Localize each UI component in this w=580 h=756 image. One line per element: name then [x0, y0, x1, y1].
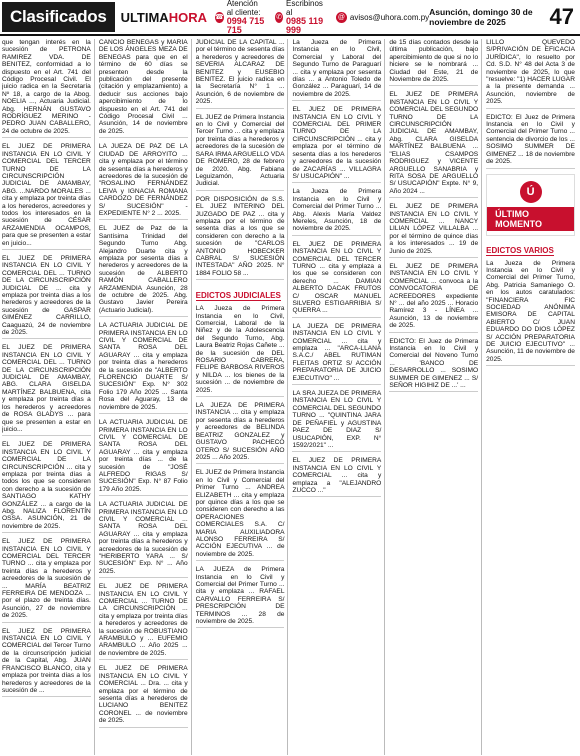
legal-notice: LA ACTUARIA JUDICIAL DE PRIMERA INSTANCIA EN LO CIVIL Y COMERCIAL DE SANTA ROSA DEL AGUARAY ... cita y emplaza por treinta días a herederos de la sucesión de "ALBERTO FLORENCIO DUARTE S/ SUCESIÓN" Exp. N° 302 Folio 179 Año 2025 ... Santa Rosa del Aguaray, 13 de noviembre de 2025. [99, 322, 188, 414]
whatsapp-contact [275, 0, 326, 35]
column-2 [99, 39, 192, 755]
customer-service-label: Atención al cliente: [226, 0, 261, 17]
legal-notice: EL JUEZ DE PRIMERA INSTANCIA EN LO CIVIL Y COMERCIAL ... Dra. ... cita y emplaza por el término de sesenta días a herederos de LUCIANO BENITEZ CORONEL ... de noviembre de 2025. [99, 665, 188, 727]
legal-notice: EL JUEZ de Primera Instancia en lo Civil y Comercial del Tercer Turno ... cita y emplaza por treinta días a herederos y acreedores de la sucesión de SARA IRMA ARGUELLO VDA DE ROMERO, 28 de febrero de 2020. Abg. Fabiana Leguizamón, Actuaria Judicial. [196, 114, 285, 191]
legal-notice: LA ACTUARIA JUDICIAL DE PRIMERA INSTANCIA EN LO CIVIL Y COMERCIAL DE SANTA ROSA DEL AGUARAY ... cita y emplaza por treinta días ... de la sucesión de "JOSÉ ALFREDO RIGAS S/ SUCESIÓN" Exp. N° 87 Folio 179 Año 2025. [99, 419, 188, 496]
logo-part-a: ULTIMA [120, 9, 169, 25]
legal-notice: LA Jueza de Primera Instancia en lo Civil, Comercial, Laboral de la Niñez y de la Adolescencia del Segundo Turno, Abg. Laura Beatriz Rojas Cañete ... de la sucesión de DEL ROSARIO CABRERA, FELIPE BARBOSA RIVEROS y NILDA ... los bienes de la sucesión ... de noviembre de 2025. [196, 305, 285, 397]
ultimo-momento-label: ÚLTIMO MOMENTO [487, 207, 574, 231]
legal-notice: LA JUEZA de Primera Instancia en lo Civil y Comercial del Primer Turno ... cita y emplaza ... RAFAEL CARVALLO FERREIRA S/ PRESCRIPCIÓN DE TERMINOS ... 28 de noviembre de 2025. [196, 566, 285, 628]
legal-notice: LA JUEZA DE PAZ DE LA CIUDAD DE ARROYITO ... cita y emplaza por el término de sesenta días a herederos y acreedores de la sucesión de "ROSALINO FERNÁNDEZ LEIVA y IGNACIA ROMANA CARDOZO DE FERNÁNDEZ S/ SUCESIÓN" - EXPEDIENTE N° 2 ... 2025. [99, 143, 188, 220]
legal-notice: de 15 días contados desde la última publicación, bajo apercibimiento de que si no lo hiciere se le nombrará ... Ciudad del Este, 21 de Noviembre de 2025. [389, 39, 478, 86]
legal-notice: EL JUEZ DE PRIMERA INSTANCIA EN LO CIVIL Y COMERCIAL DEL SEGUNDO TURNO DE LA CIRCUNSCRIPCIÓN JUDICIAL DE AMAMBAY, Abg. CLARA GISELDA MARTÍNEZ BALBUENA ... "ELIAS CSAMPOS RODRIGUEZ y VICENTE ARGUELLO SANABRIA y RITA SOSA DE ARGUELLO S/ USUCAPIÓN" Expte. N° 9, Año 2024 ... [389, 91, 478, 198]
legal-notice: EL JUEZ DE PRIMERA INSTANCIA EN LO CIVIL Y COMERCIAL ... convoca a la CONVOCATORIA DE ACREEDORES expediente N° ... del año 2025 ... Horacio Ramírez 3 - LÍNEA ... Asunción, 13 de noviembre de 2025. [389, 263, 478, 333]
legal-notice: EL JUEZ DE PRIMERA INSTANCIA EN LO CIVIL Y COMERCIAL DEL ... TURNO DE LA CIRCUNSCRIPCIÓN JUDICIAL DE ... cita y emplaza por treinta días a los herederos y acreedores de la sucesión de GASPAR GIMÉNEZ CARRILLO, Caaguazú, 24 de noviembre de 2025. [2, 255, 91, 339]
phone-icon: ☎ [215, 12, 224, 23]
edition-date: Asunción, domingo 30 de noviembre de 2025 [429, 7, 533, 27]
section-heading: EDICTOS JUDICIALES [195, 291, 281, 301]
column-6 [486, 39, 578, 755]
email-contact [336, 12, 429, 23]
legal-notice: EL JUEZ DE PRIMERA INSTANCIA EN LO CIVIL Y COMERCIAL ... TURNO DE LA CIRCUNSCRIPCIÓN ... cita y emplaza por treinta días a herederos y acreedores de la sucesión de ROBUSTIANO ARAMBULO y ... EUFEMIO ARAMBULO ... Año 2025 ... de noviembre de 2025. [99, 583, 188, 660]
legal-notice: CANCIO BENEGAS y MARÍA DE LOS ÁNGELES MEZA DE BENEGAS para que en el término de 60 días se presenten desde la publicación del presente (citación y emplazamiento) a deducir sus acciones bajo apercibimiento de lo dispuesto en el Art. 741 del Código Procesal Civil ... Asunción, 14 de noviembre de 2025. [99, 39, 188, 138]
legal-notice: EL JUEZ DE PRIMERA INSTANCIA EN LO CIVIL Y COMERCIAL DEL TERCER TURNO ... cita y emplaza por treinta días a herederos y acreedores de la sucesión de ... MARÍA BEATRIZ FERREIRA DE MENDOZA ... por el plazo de treinta días. Asunción, 27 de noviembre de 2025. [2, 538, 91, 622]
legal-notice: LA JUEZA DE PRIMERA INSTANCIA ... cita y emplaza por sesenta días a herederos y acreedores de BELINDA BEATRIZ GONZALEZ y GUSTAVO PACHECO OTERO S/ SUCESIÓN AÑO 2025 ... Año 2025. [196, 402, 285, 464]
legal-notice: EL JUEZ DE PRIMERA INSTANCIA EN LO CIVIL Y COMERCIAL DE LA CIRCUNSCRIPCIÓN ... cita y emplaza por treinta días a todos los que se consideren con derecho a la sucesión de SANTIAGO KATHY GONZÁLEZ ... a cargo de la Abg. NALIZA FLORENTÍN OSSA. ASUNCIÓN, 21 de noviembre de 2025. [2, 441, 91, 533]
newspaper-logo [121, 10, 207, 25]
legal-notice: EDICTO: El Juez de Primera Instancia en lo Civil y Comercial del Noveno Turno ... 'BANCO DE DESARROLLO ... SOSIMO SUMMER DE GIMENEZ ... S/ SEÑOR HIGIHIZ DE ...' ... [389, 338, 478, 393]
legal-notice: La Jueza de Primera Instancia en lo Civil y Comercial del Primer Turno ... Abg. Alexis María Valdez Mereles, Asunción, 18 de noviembre de 2025. [292, 188, 381, 235]
legal-notice: POR DISPOSICIÓN de S.S. EL JUEZ INTERINO DEL JUZGADO DE PAZ ... cita y emplaza por el término de sesenta días a los que se consideren con derecho a la sucesión de "CARLOS ANTONIO HOBECKER CABRAL S/ SUCESIÓN INTESTADA" AÑO 2025. N° 1884 FOLIO 58 ... [196, 196, 285, 280]
legal-notice: EL JUEZ DE PRIMERA INSTANCIA EN LO CIVIL Y COMERCIAL DEL TERCER TURNO DE LA CIRCUNSCRIPCIÓN JUDICIAL DE AMAMBAY, ABG. ...NARDO MORALES ... cita y emplaza por treinta días a los herederos, acreedores y todos los interesados en la sucesión de CÉSAR ARZAMENDIA OCAMPOS, para que se presenten a estar en juicio... [2, 143, 91, 250]
page-number: 47 [549, 4, 574, 29]
whatsapp-icon: ✆ [275, 12, 283, 23]
legal-notice: EL JUEZ DE PRIMERA INSTANCIA EN LO CIVIL Y COMERCIAL DEL TERCER TURNO ... cita y emplaza a los que se consideren con derecho ... DAMIAN ALBERTO DACAK FRUTOS C/ OSCAR MANUEL SILVERO ESTIGARRIBIA S/ QUERRA ... [292, 241, 381, 318]
ultimo-momento-icon: Ú [520, 181, 542, 203]
legal-notice: La Jueza de Primera Instancia en lo Civil y Comercial del Primer Turno, Abg. Patricia Samaniego O. en los autos caratulados: "FINANCIERA FIC SOCIEDAD ANÓNIMA EMISORA DE CAPITAL ABIERTO C/ JUAN EDUARDO DO DIOS LÓPEZ S/ ACCIÓN PREPARATORIA DE JUICIO EJECUTIVO" ... Asunción, 11 de noviembre de 2025. [486, 260, 575, 367]
legal-notice: EDICTO: El Juez de Primera Instancia en lo Civil y Comercial del Primer Turno ... sentencia de divorcio de los ... SOSIMO SUMMER DE GIMENEZ ... 18 de noviembre de 2025. [486, 114, 575, 169]
legal-notice: EL JUEZ DE PRIMERA INSTANCIA EN LO CIVIL Y COMERCIAL DEL PRIMER TURNO DE LA CIRCUNSCRIPCIÓN ... cita y emplaza por el término de sesenta días a los herederos y acreedores de la sucesión de ZACARÍAS ... VILLAGRA S/ USUCAPIÓN" ... [292, 106, 381, 183]
column-1 [2, 39, 95, 755]
legal-notice: JUDICIAL DE LA CAPITAL ... por el término de sesenta días a herederos y acreedores de SEVERIA ALCARAZ DE BENITEZ y EUSEBIO BENITEZ. El juicio radica en la Secretaría N° 1 ... Asunción, 6 de noviembre de 2025. [196, 39, 285, 109]
legal-notice: que tengan interés en la sucesión de PETRONA RAMIREZ VDA. DE BENITEZ, conformidad a lo dispuesto en el Art. 741 del Código Procesal Civil. El juicio radica en la Secretaría Nº 18, a cargo de la Abog. NOELIA ..., Actuaria Judicial. Abg. HERNÁN GUSTAVO RODRÍGUEZ MERINO - PEDRO JUAN CABALLERO, 24 de octubre de 2025. [2, 39, 91, 138]
legal-notice: EL JUEZ DE PRIMERA INSTANCIA EN LO CIVIL Y COMERCIAL del Tercer Turno de la circunscripción judicial de la Capital, Abg. JUAN FRANCISCO BLANCO, cita y emplaza por treinta días a los herederos y acreedores de la sucesión de ... [2, 628, 91, 698]
ultimo-momento-banner [486, 174, 575, 236]
customer-service [215, 0, 265, 35]
logo-part-b: HORA [168, 9, 207, 25]
legal-notice: LA ACTUARIA JUDICIAL DE PRIMERA INSTANCIA EN LO CIVIL Y COMERCIAL ... SANTA ROSA DEL AGUARAY ... cita y emplaza por treinta días a herederos y acreedores de la sucesión de "HERIBERTO YARA ... S/ SUCESIÓN" Exp. N° ... Año 2025. [99, 501, 188, 578]
classifieds-columns [0, 36, 580, 755]
legal-notice: La Jueza de Primera Instancia en lo Civil, Comercial y Laboral del Segundo Turno de Paraguarí ... cita y emplaza por sesenta días ... a Antonio Toledo de González ... Paraguarí, 14 de noviembre de 2025. [292, 39, 381, 101]
column-5 [389, 39, 482, 755]
section-heading: EDICTOS VARIOS [486, 245, 554, 255]
legal-notice: LA SRA JUEZA DE PRIMERA INSTANCIA EN LO CIVIL Y COMERCIAL DEL SEGUNDO TURNO ... "QUINTINA JARA DE PEÑAFIEL y AGUSTINA PAEZ DE DIAZ S/ USUCAPIÓN, EXP. N° 1592/2021" ... [292, 390, 381, 452]
legal-notice: EL JUEZ DE PRIMERA INSTANCIA EN LO CIVIL Y COMERCIAL ... NANCY LILIAN LÓPEZ VILLALBA ... por el término de quince días a los interesados ... 19 de Junio de 2025. [389, 203, 478, 258]
customer-service-number: 0994 715 715 [226, 16, 265, 35]
legal-notice: EL JUEZ de Paz de la Santísima Trinidad del Segundo Turno Abg. Alejandro Duarte cita y emplaza por sesenta días a herederos y acreedores de la sucesión de ALBERTO RAMÓN CABALLERO ARZAMENDIA Asunción, 28 de octubre de 2025. Abg. Gustavo Javier Pereira (Actuario Judicial). [99, 225, 188, 317]
section-title: Clasificados [2, 2, 115, 32]
column-4 [292, 39, 385, 755]
legal-notice: LA JUEZA DE PRIMERA INSTANCIA EN LO CIVIL Y COMERCIAL ... cita y emplaza ... "ARCA-LLANA S.A.C./ ABEL RUTIMAN FLEITAS ORTIZ S/ ACCIÓN PREPARATORIA DE JUICIO EJECUTIVO" ... [292, 323, 381, 385]
legal-notice: LILLO QUEVEDO S/PRIVACIÓN DE EFICACIA JURÍDICA", lo resuelto por Cd. S.D. N° 48 del Acta 3 de noviembre de 2025, lo que "resuelve: "1) HACER LUGAR a la presente demanda ... Asunción, noviembre de 2025. [486, 39, 575, 109]
legal-notice: EL JUEZ DE PRIMERA INSTANCIA EN LO CIVIL Y COMERCIAL DEL ... TURNO DE LA CIRCUNSCRIPCIÓN JUDICIAL DE AMAMBAY, ABG. CLARA GISELDA MARTÍNEZ BALBUENA, cita y emplaza por treinta días a los herederos y acreedores de ROSA GLADYS ... para que se presenten a estar en juicio... [2, 344, 91, 436]
column-3 [196, 39, 289, 755]
legal-notice: EL JUEZ de Primera Instancia en lo Civil y Comercial del Primer Turno ... ANDREA ELIZABETH ... cita y emplaza por quince días a los que se consideren con derecho a las OPERACIONES COMERCIALES S.A. C/ MARIA AUXILIADORA ALONSO FERREIRA S/ ACCIÓN EJECUTIVA ... de noviembre de 2025. [196, 469, 285, 561]
whatsapp-label: Escribinos al [286, 0, 323, 17]
whatsapp-number: 0985 119 999 [286, 16, 324, 35]
legal-notice: EL JUEZ DE PRIMERA INSTANCIA EN LO CIVIL Y COMERCIAL ... cita y emplaza a "ALEJANDRO ZUCCO ..." [292, 457, 381, 497]
page-header [0, 0, 580, 36]
email-icon: @ [337, 13, 345, 21]
email-address: avisos@uhora.com.py [349, 12, 430, 22]
